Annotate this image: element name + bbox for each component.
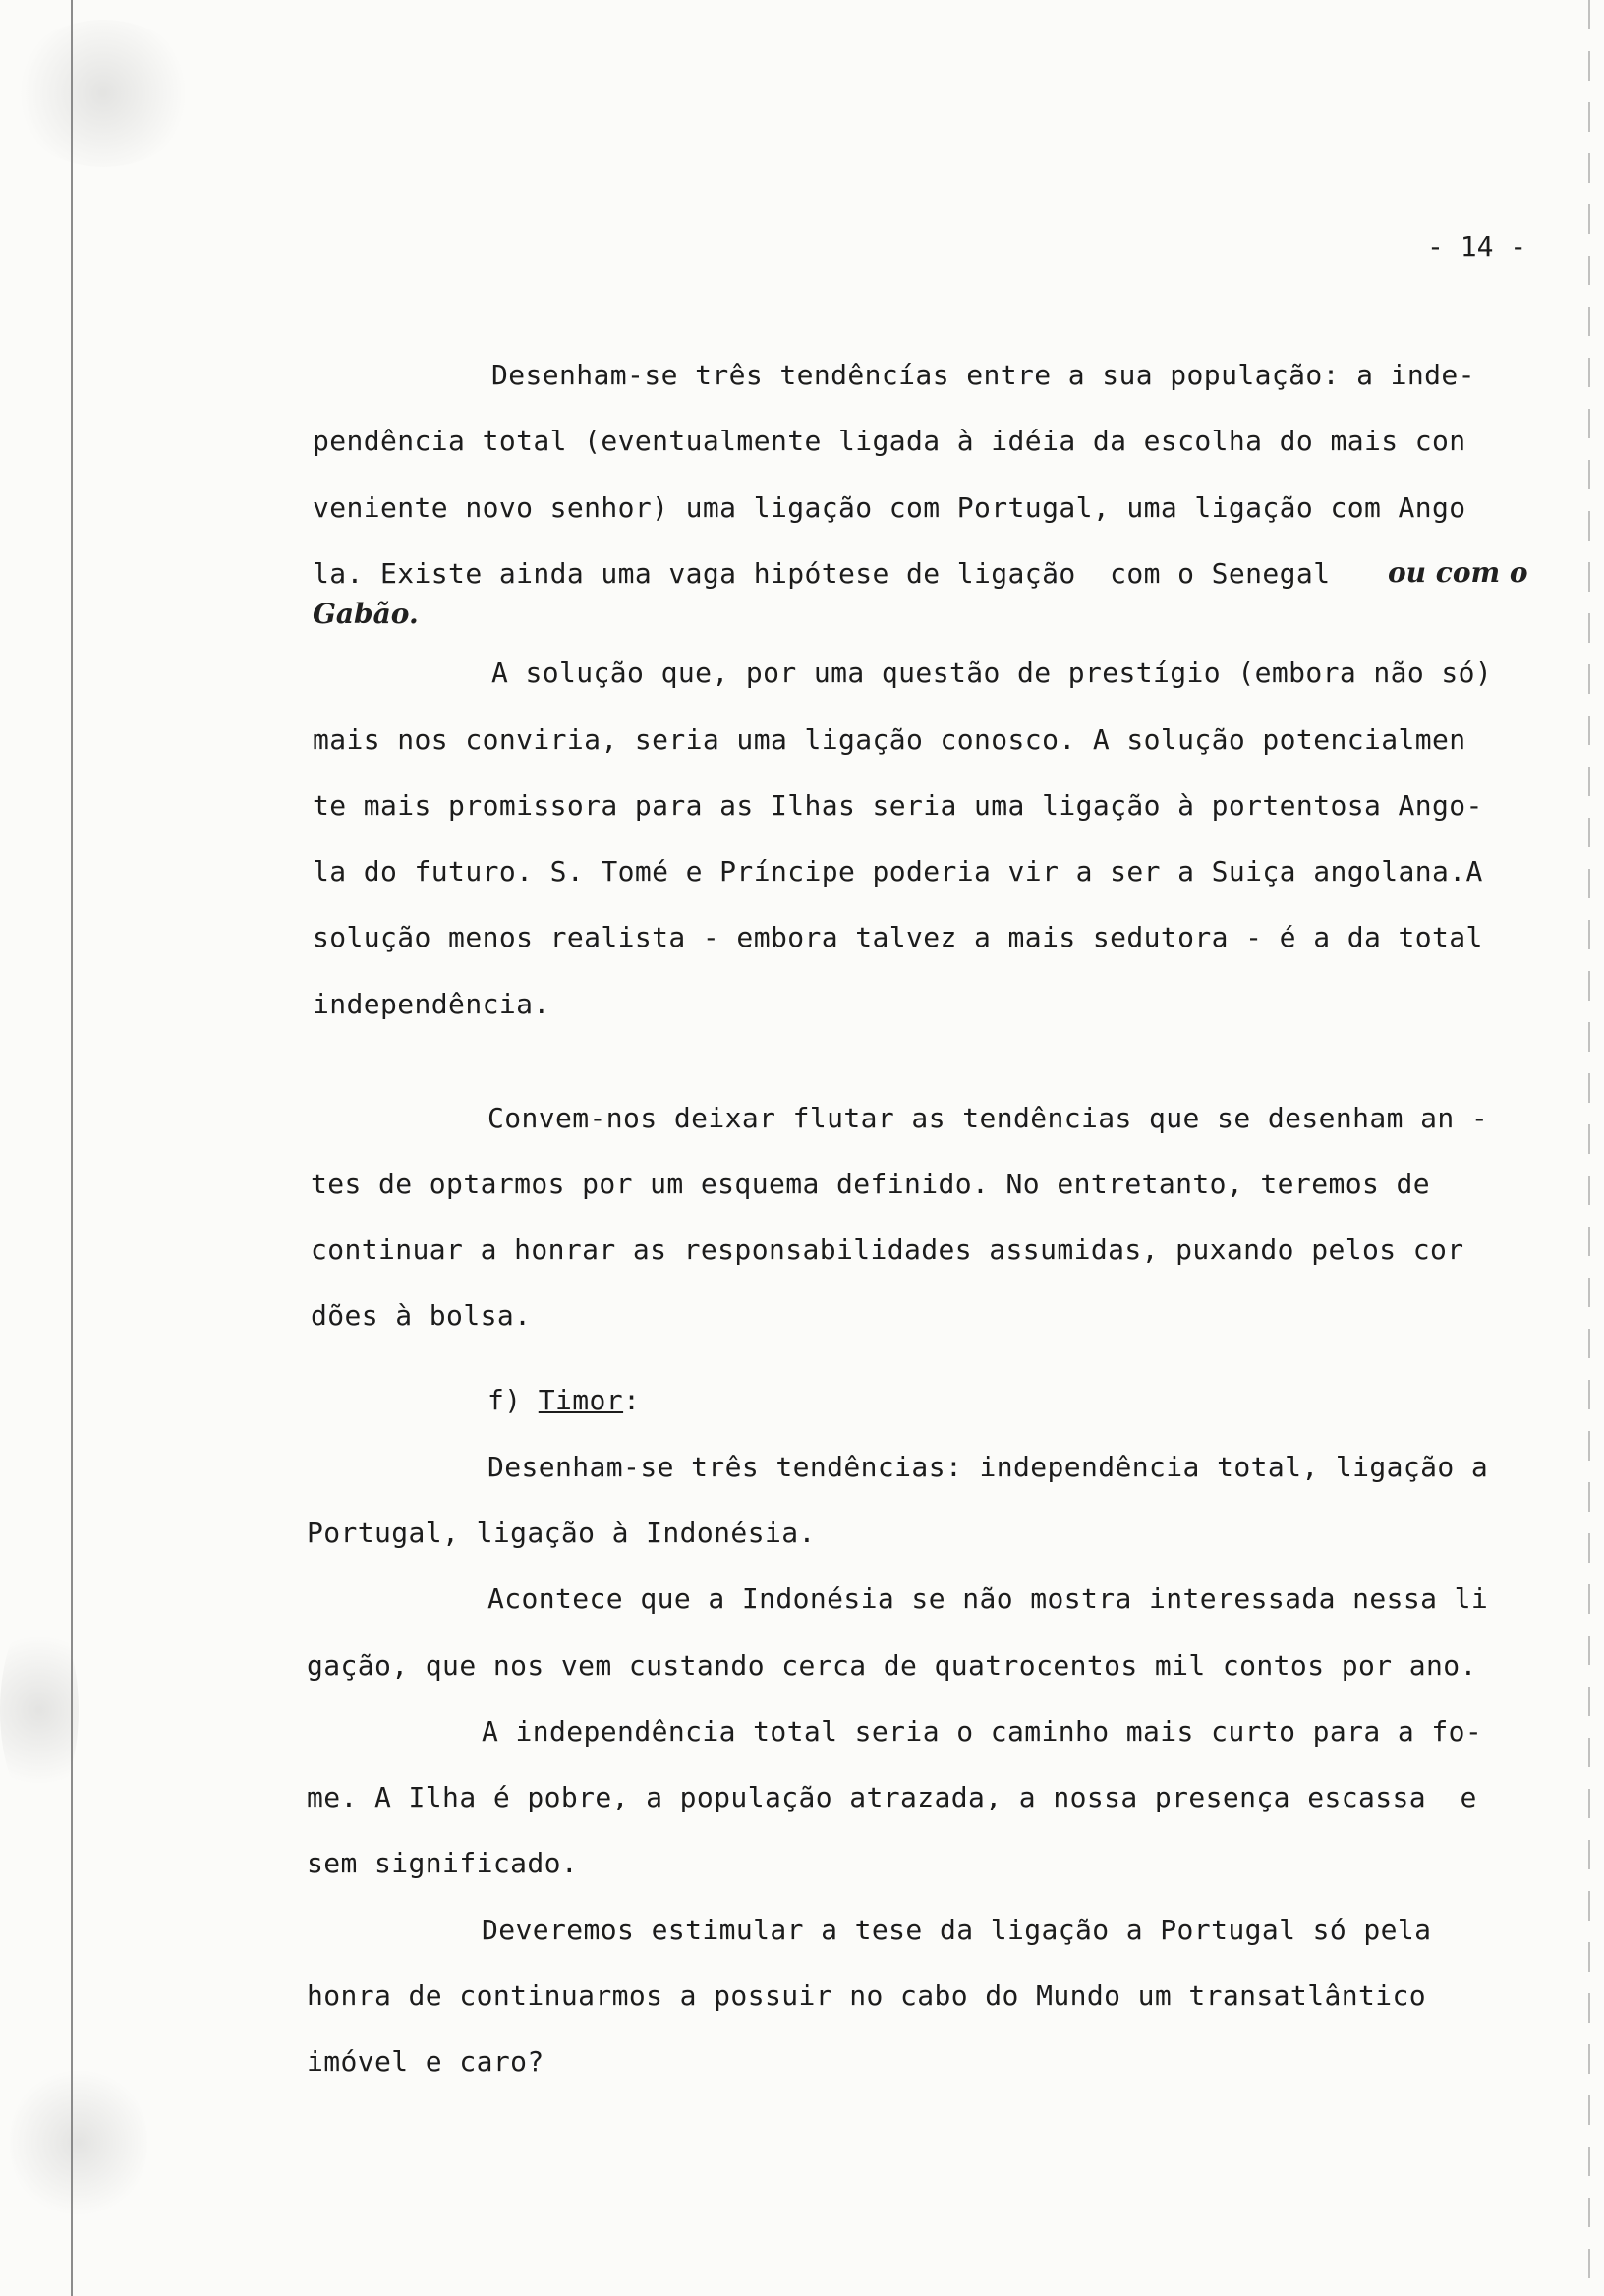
text-line: pendência total (eventualmente ligada à idéia da escolha do mais con — [313, 425, 1466, 457]
text-line: veniente novo senhor) uma ligação com Portugal, uma ligação com Ango — [313, 491, 1466, 524]
right-edge-marks — [1588, 0, 1590, 2296]
text-line: me. A Ilha é pobre, a população atrazada, a nossa presença escassa e — [307, 1781, 1477, 1813]
text-line: la. Existe ainda uma vaga hipótese de ligação com o Senegal — [313, 557, 1331, 590]
text-line: mais nos conviria, seria uma ligação conosco. A solução potencialmen — [313, 723, 1466, 756]
text-line: sem significado. — [307, 1847, 579, 1879]
text-line: Deveremos estimular a tese da ligação a Portugal só pela — [482, 1914, 1432, 1946]
text-line: independência. — [313, 988, 550, 1020]
left-margin-rule — [71, 0, 73, 2296]
text-line: continuar a honrar as responsabilidades assumidas, puxando pelos cor — [311, 1234, 1464, 1266]
handwritten-annotation: Gabão. — [313, 598, 419, 630]
text-line: Acontece que a Indonésia se não mostra interessada nessa li — [487, 1582, 1489, 1615]
text-line: tes de optarmos por um esquema definido. No entretanto, teremos de — [311, 1168, 1430, 1200]
text-line: la do futuro. S. Tomé e Príncipe poderia vir a ser a Suiça angolana.A — [313, 855, 1483, 888]
text-line: honra de continuarmos a possuir no cabo do Mundo um transatlântico — [307, 1980, 1426, 2012]
text-line: A solução que, por uma questão de prestígio (embora não só) — [491, 657, 1493, 689]
text-line: Desenham-se três tendências: independência total, ligação a — [487, 1451, 1489, 1483]
section-suffix: : — [623, 1384, 641, 1416]
text-line: solução menos realista - embora talvez a mais sedutora - é a da total — [313, 921, 1483, 953]
text-line: te mais promissora para as Ilhas seria uma ligação à portentosa Ango- — [313, 789, 1483, 822]
paper-stain — [10, 2064, 147, 2221]
text-line: Portugal, ligação à Indonésia. — [307, 1517, 816, 1549]
section-title: Timor — [538, 1384, 624, 1416]
handwritten-annotation: ou com o — [1388, 556, 1528, 589]
text-line: Desenham-se três tendêncías entre a sua população: a inde- — [491, 359, 1475, 391]
text-line: imóvel e caro? — [307, 2045, 544, 2078]
section-heading — [487, 1381, 640, 1420]
text-line: gação, que nos vem custando cerca de quatrocentos mil contos por ano. — [307, 1649, 1477, 1682]
text-line: A independência total seria o caminho mais curto para a fo- — [482, 1715, 1483, 1748]
page-number: - 14 - — [1427, 230, 1527, 262]
paper-stain — [10, 20, 197, 167]
section-prefix: f) — [487, 1384, 539, 1416]
paper-stain — [0, 1612, 79, 1808]
text-line: dões à bolsa. — [311, 1299, 532, 1332]
text-line: Convem-nos deixar flutar as tendências que se desenham an - — [487, 1102, 1489, 1134]
